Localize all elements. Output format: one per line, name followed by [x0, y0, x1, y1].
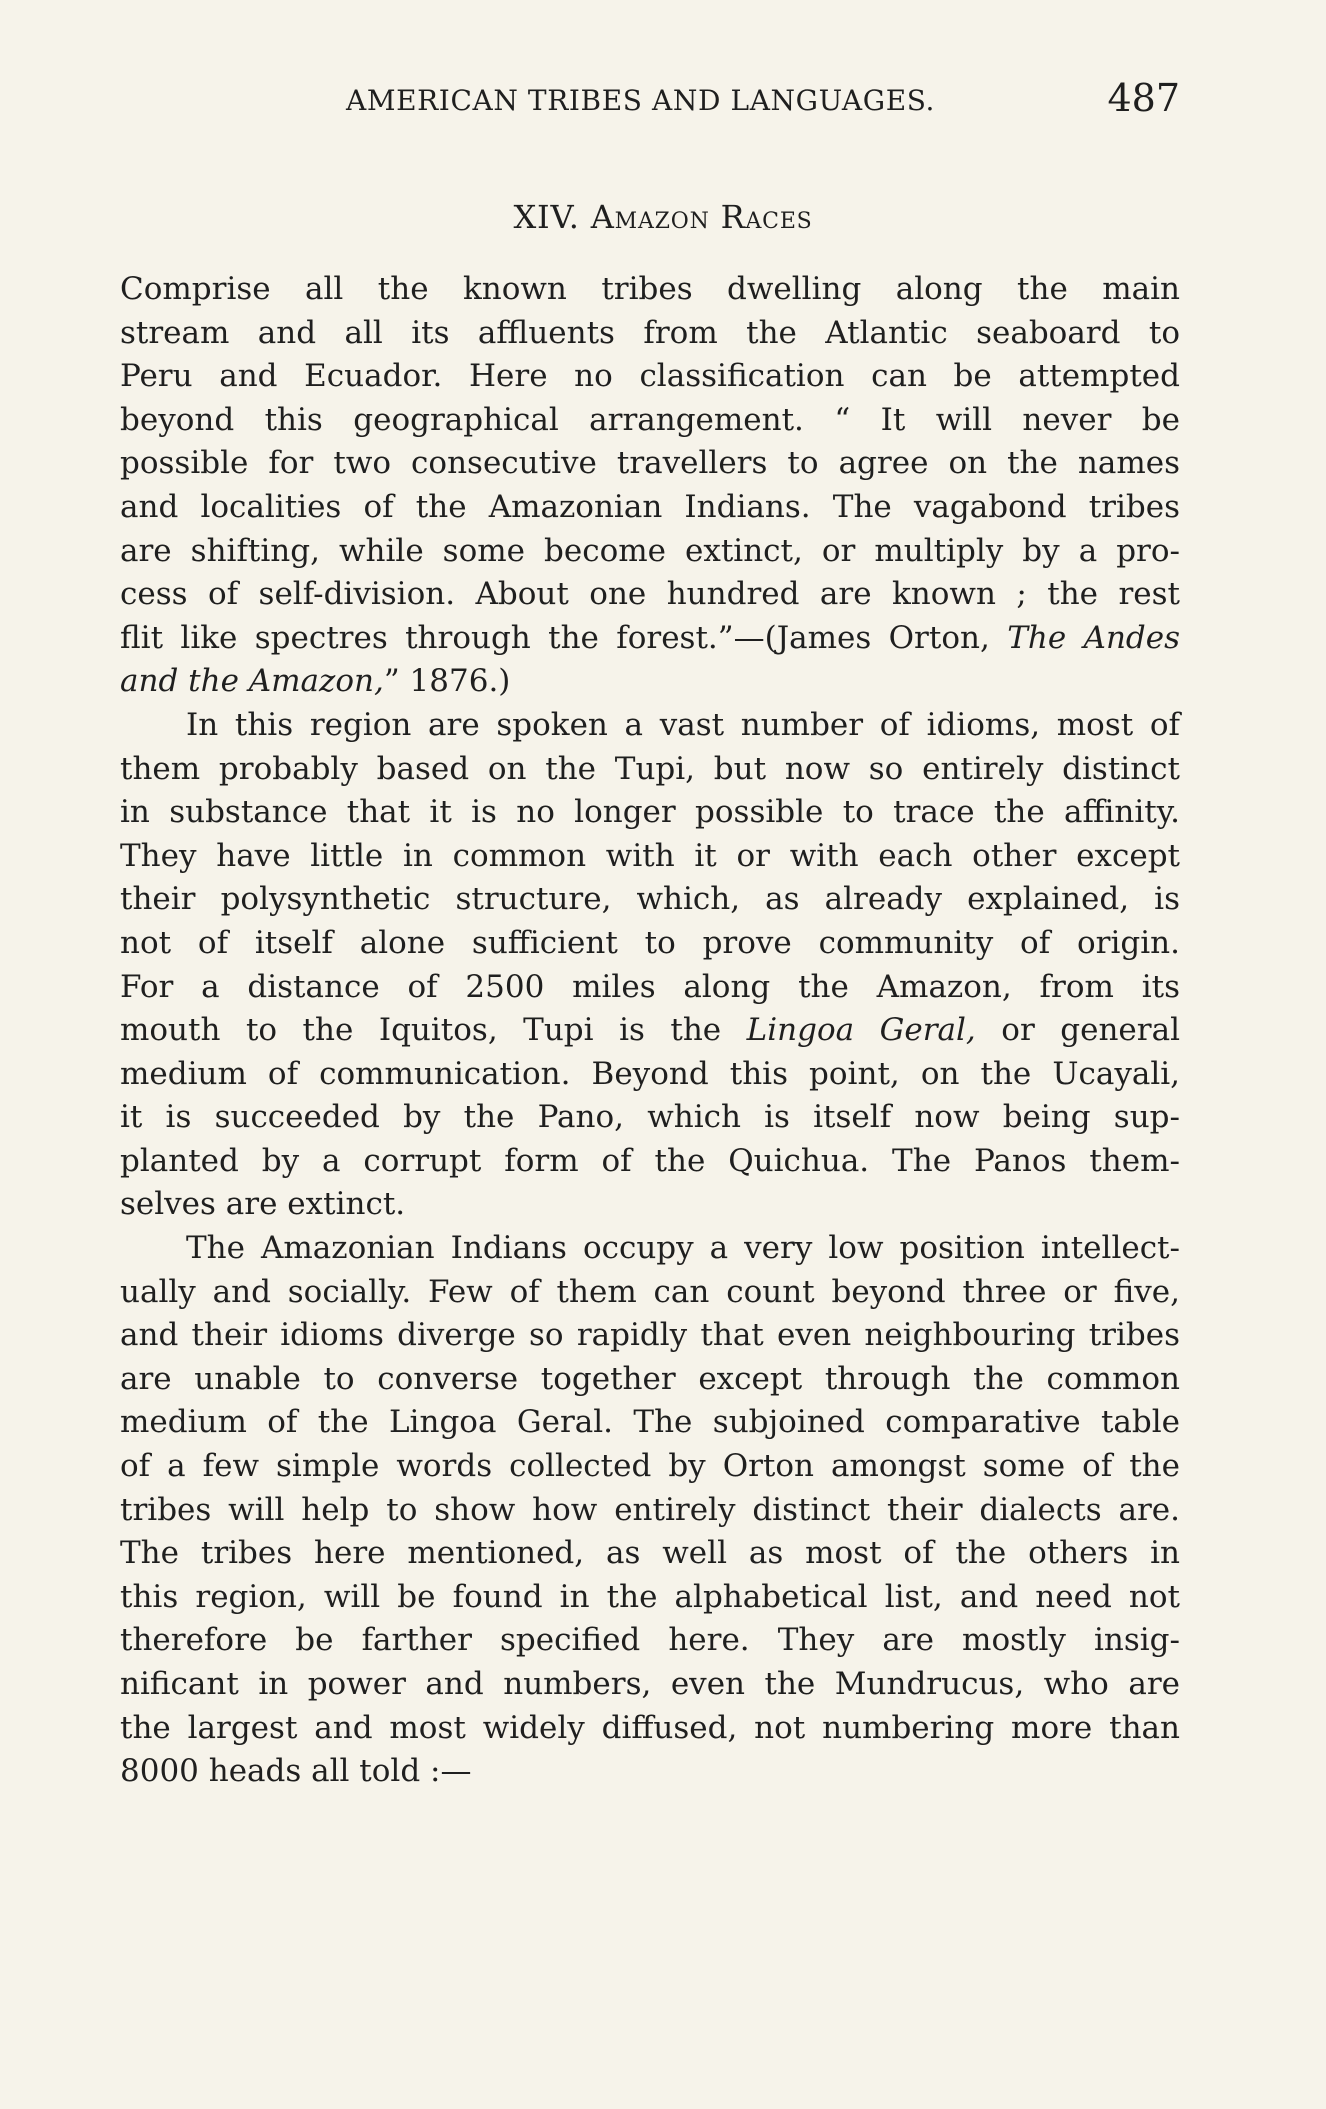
paragraph-3-line: ually and socially. Few of them can count beyond three or five,	[120, 1273, 1180, 1310]
paragraph-1-line: and localities of the Amazonian Indians. The vagabond tribes	[120, 488, 1180, 525]
paragraph-3-line: of a few simple words collected by Orton amongst some of the	[120, 1448, 1180, 1485]
line-text: or general	[1001, 1012, 1180, 1049]
paragraph-2-line: They have little in common with it or with each other except	[120, 837, 1180, 874]
running-head	[120, 76, 1180, 124]
paragraph-1-line: possible for two consecutive travellers to agree on the names	[120, 445, 1180, 482]
line-text: mouth to the Iquitos, Tupi is the	[120, 1012, 722, 1049]
paragraph-3-line: tribes will help to show how entirely distinct their dialects are.	[120, 1491, 1180, 1528]
body-text	[120, 268, 1180, 1794]
running-title: AMERICAN TRIBES AND LANGUAGES.	[346, 84, 936, 117]
section-title: Amazon Races	[590, 198, 813, 236]
paragraph-3-line: therefore be farther specified here. They are mostly insig-	[120, 1622, 1180, 1659]
paragraph-1-line	[120, 617, 1180, 661]
paragraph-1-line	[120, 660, 1180, 704]
paragraph-3-line: The tribes here mentioned, as well as most of the others in	[120, 1535, 1180, 1572]
paragraph-3-line: 8000 heads all told :—	[120, 1753, 472, 1790]
paragraph-1-line: stream and all its affluents from the Atlantic seaboard to	[120, 314, 1180, 351]
paragraph-2-line: not of itself alone sufficient to prove community of origin.	[120, 924, 1180, 961]
paragraph-1-line: cess of self-division. About one hundred are known ; the rest	[120, 576, 1180, 613]
section-numeral: XIV.	[513, 198, 580, 236]
paragraph-2-line: their polysynthetic structure, which, as already explained, is	[120, 881, 1180, 918]
book-title-italic: and the Amazon,	[120, 663, 384, 700]
paragraph-2-line: In this region are spoken a vast number of idioms, most of	[186, 706, 1180, 743]
paragraph-3-line: and their idioms diverge so rapidly that even neighbouring tribes	[120, 1317, 1180, 1354]
citation-lead: flit like spectres through the forest.”—(James Orton,	[120, 619, 990, 656]
paragraph-2-line: them probably based on the Tupi, but now so entirely distinct	[120, 750, 1180, 787]
paragraph-2-line: medium of communication. Beyond this point, on the Ucayali,	[120, 1055, 1180, 1092]
paragraph-2-line	[120, 1009, 1180, 1053]
section-heading	[0, 198, 1326, 236]
page-number: 487	[1107, 76, 1180, 120]
paragraph-2-line: planted by a corrupt form of the Quichua. The Panos them-	[120, 1142, 1180, 1179]
paragraph-3-line: this region, will be found in the alphabetical list, and need not	[120, 1578, 1180, 1615]
paragraph-3-line: are unable to converse together except through the common	[120, 1360, 1180, 1397]
lingoa-geral-italic: Lingoa Geral,	[746, 1012, 976, 1049]
paragraph-2-line: For a distance of 2500 miles along the Amazon, from its	[120, 968, 1180, 1005]
paragraph-3-line: medium of the Lingoa Geral. The subjoined comparative table	[120, 1404, 1180, 1441]
paragraph-1-line: beyond this geographical arrangement. “ It will never be	[120, 401, 1180, 438]
paragraph-2-line: in substance that it is no longer possible to trace the affinity.	[120, 794, 1180, 831]
paragraph-1-line: Comprise all the known tribes dwelling along the main	[120, 271, 1180, 307]
paragraph-1-line: Peru and Ecuador. Here no classification can be attempted	[120, 358, 1180, 395]
paragraph-3-line: the largest and most widely diffused, not numbering more than	[120, 1709, 1180, 1746]
citation-year: ” 1876.)	[383, 663, 511, 700]
paragraph-3-line: The Amazonian Indians occupy a very low position intellect-	[186, 1230, 1180, 1267]
paragraph-3-line: nificant in power and numbers, even the Mundrucus, who are	[120, 1666, 1180, 1702]
paragraph-2-line: selves are extinct.	[120, 1186, 406, 1223]
book-title-italic: The Andes	[1007, 619, 1181, 656]
paragraph-2-line: it is succeeded by the Pano, which is itself now being sup-	[120, 1099, 1180, 1136]
paragraph-1-line: are shifting, while some become extinct, or multiply by a pro-	[120, 532, 1180, 569]
